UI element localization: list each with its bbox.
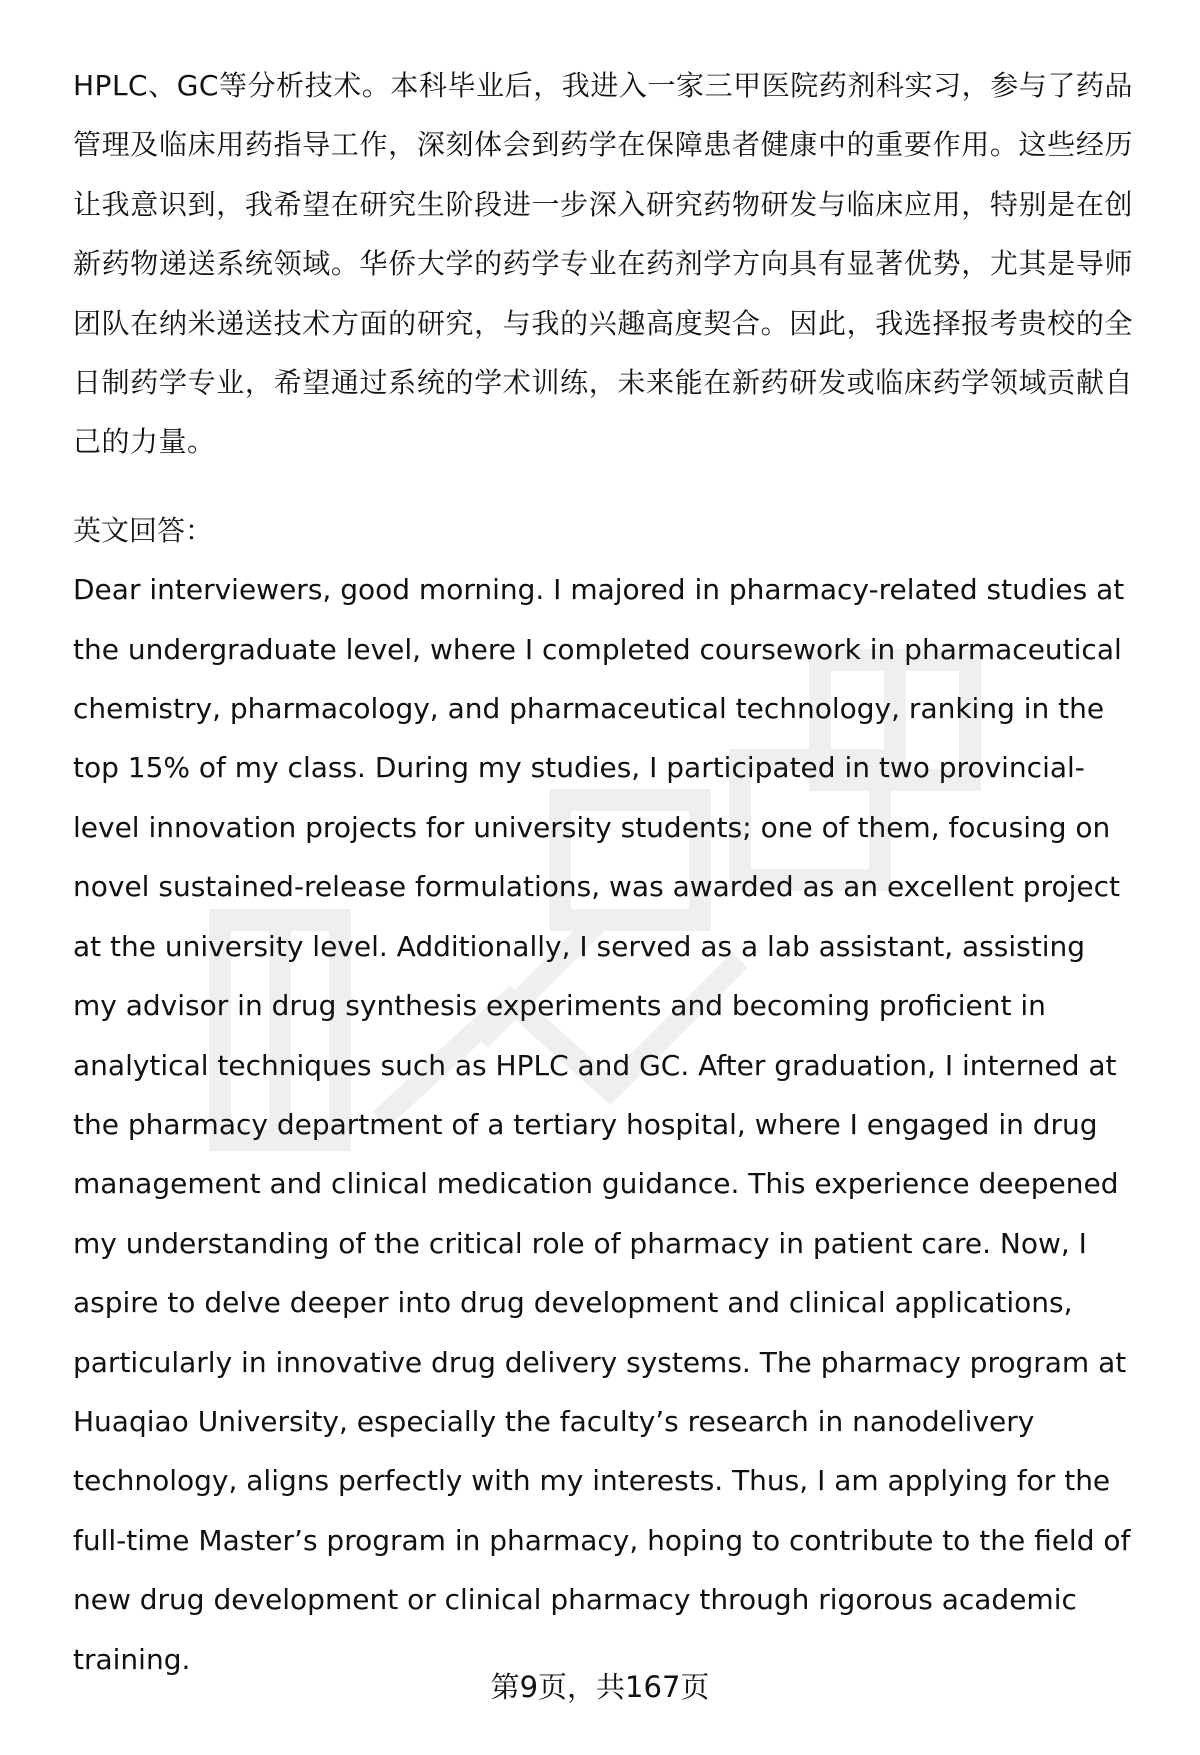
english-answer-heading: 英文回答： — [73, 513, 214, 547]
document-body — [73, 56, 1133, 1689]
page-number-footer: 第9页，共167页 — [490, 1670, 710, 1704]
chinese-answer-paragraph: HPLC、GC等分析技术。本科毕业后，我进入一家三甲医院药剂科实习，参与了药品管理及临床用药指导工作，深刻体会到药学在保障患者健康中的重要作用。这些经历让我意识到，我希望在研究生阶段进一步深入研究药物研发与临床应用，特别是在创新药物递送系统领域。华侨大学的药学专业在药剂学方向具有显著优势，尤其是导师团队在纳米递送技术方面的研究，与我的兴趣高度契合。因此，我选择报考贵校的全日制药学专业，希望通过系统的学术训练，未来能在新药研发或临床药学领域贡献自己的力量。 — [73, 69, 1133, 459]
english-answer-paragraph: Dear interviewers, good morning. I majored in pharmacy-related studies at the undergraduate level, where I completed coursework in pharmaceutical chemistry, pharmacology, and pharmaceutical technology, ranking in the top 15% of my class. During my studies, I participated in two provincial-level innovation projects for university students; one of them, focusing on novel sustained-release formulations, was awarded as an excellent project at the university level. Additionally, I served as a lab assistant, assisting my advisor in drug synthesis experiments and becoming proficient in analytical techniques such as HPLC and GC. After graduation, I interned at the pharmacy department of a tertiary hospital, where I engaged in drug management and clinical medication guidance. This experience deepened my understanding of the critical role of pharmacy in patient care. Now, I aspire to delve deeper into drug development and clinical applications, particularly in innovative drug delivery systems. The pharmacy program at Huaqiao University, especially the faculty’s research in nanodelivery technology, aligns perfectly with my interests. Thus, I am applying for the full-time Master’s program in pharmacy, hoping to contribute to the field of new drug development or clinical pharmacy through rigorous academic training. — [73, 573, 1131, 1676]
